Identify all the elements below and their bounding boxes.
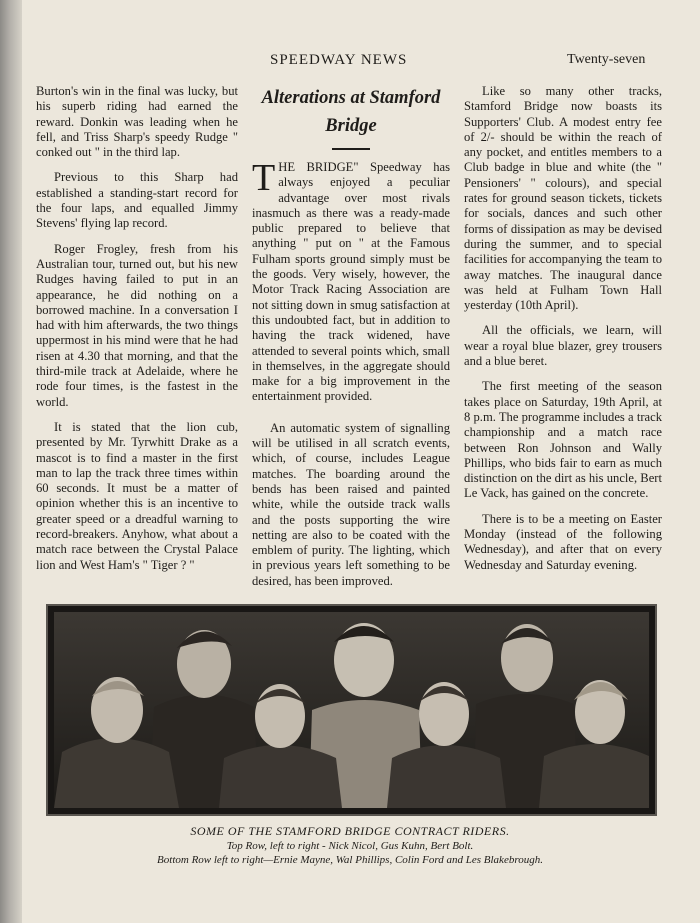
- riders-photo-illustration: [54, 612, 649, 808]
- lead-smallcaps: HE BRIDGE: [278, 160, 354, 174]
- photo-area: [54, 612, 649, 808]
- team-photo: [46, 604, 657, 816]
- paragraph: Previous to this Sharp had established a standing-start record for the four laps, and equalled Jimmy Stevens' flying lap record.: [36, 170, 238, 231]
- middle-column: [252, 84, 450, 599]
- binding-spine: [0, 0, 22, 923]
- lead-text: " Speedway has always enjoyed a peculiar advantage over most rivals inasmuch as there was a ready-made public prepared to believe that anything " put on " at the Famous Fulham sports ground simply must be the goods. Very wisely, however, the Motor Track Racing Association are not sitting down in smug satisfaction at this undoubted fact, but in addition to having the track widened, have attended to several points which, small in themselves, in the aggregate should make for a big improvement in the entertainment provided.: [252, 160, 450, 404]
- article-title: Alterations at Stamford Bridge: [261, 88, 441, 136]
- photo-caption-top-row: Top Row, left to right - Nick Nicol, Gus Kuhn, Bert Bolt.: [226, 840, 474, 852]
- left-column: [36, 84, 238, 583]
- paragraph: An automatic system of signalling will be utilised in all scratch events, which, of course, includes League matches. The boarding around the bends has been raised and painted white, while the outside track walls and the posts supporting the wire netting are also to be coated with the emblem of purity. The lighting, which in previous years left something to be desired, has been improved.: [252, 420, 450, 588]
- paragraph: Roger Frogley, fresh from his Australian tour, turned out, but his new Rudges having failed to put in an appearance, he did nothing on a borrowed machine. In a conversation I had with him afterwards, the two things uppermost in his mind were that he had risen at 4.30 that morning, and that the third-mile track at Adelaide, where he rode four times, is the fastest in the world.: [36, 241, 238, 409]
- page-number: Twenty-seven: [567, 52, 646, 67]
- paragraph: The first meeting of the season takes place on Saturday, 19th April, at 8 p.m. The programme includes a track championship and a match race between Ron Johnson and Wally Phillips, who bids fair to earn as much distinction on the dirt as his uncle, Bert Le Vack, has gained on the concrete.: [464, 379, 662, 501]
- title-rule: [332, 148, 370, 150]
- photo-caption-title: SOME OF THE STAMFORD BRIDGE CONTRACT RIDERS.: [190, 824, 510, 838]
- paragraph: All the officials, we learn, will wear a royal blue blazer, grey trousers and a blue beret.: [464, 323, 662, 369]
- photo-caption-bottom-row: Bottom Row left to right—Ernie Mayne, Wal Phillips, Colin Ford and Les Blakebrough.: [157, 854, 543, 866]
- drop-cap: T: [252, 157, 276, 199]
- paragraph: It is stated that the lion cub, presented by Mr. Tyrwhitt Drake as a mascot is to find a master in the first man to lap the track three times within 60 seconds. It must be a matter of opinion whether this is an incentive to greater speed or a dreadful warning to record-breakers. Anyhow, what about a match race between the Crystal Palace lion and West Ham's " Tiger ? ": [36, 419, 238, 572]
- paragraph: Burton's win in the final was lucky, but his superb riding had earned the reward. Donkin was leading when he fell, and Triss Sharp's speedy Rudge " conked out " in the third lap.: [36, 84, 238, 160]
- paragraph: There is to be a meeting on Easter Monday (instead of the following Wednesday), and after that on every Wednesday and Saturday evening.: [464, 511, 662, 572]
- paragraph: Like so many other tracks, Stamford Bridge now boasts its Supporters' Club. A modest entry fee of 2/- should be within the reach of any pocket, and entitles members to a Club badge in blue and white (the " Pensioners' " colours), and special rates for ground season tickets, tickets for socials, dances and such other forms of dissipation as may be devised during the summer, and to special facilities for accompanying the team to away matches. The inaugural dance was held at Fulham Town Hall yesterday (10th April).: [464, 84, 662, 313]
- lead-paragraph: [252, 157, 450, 405]
- running-title: SPEEDWAY NEWS: [270, 52, 408, 68]
- right-column: [464, 84, 662, 583]
